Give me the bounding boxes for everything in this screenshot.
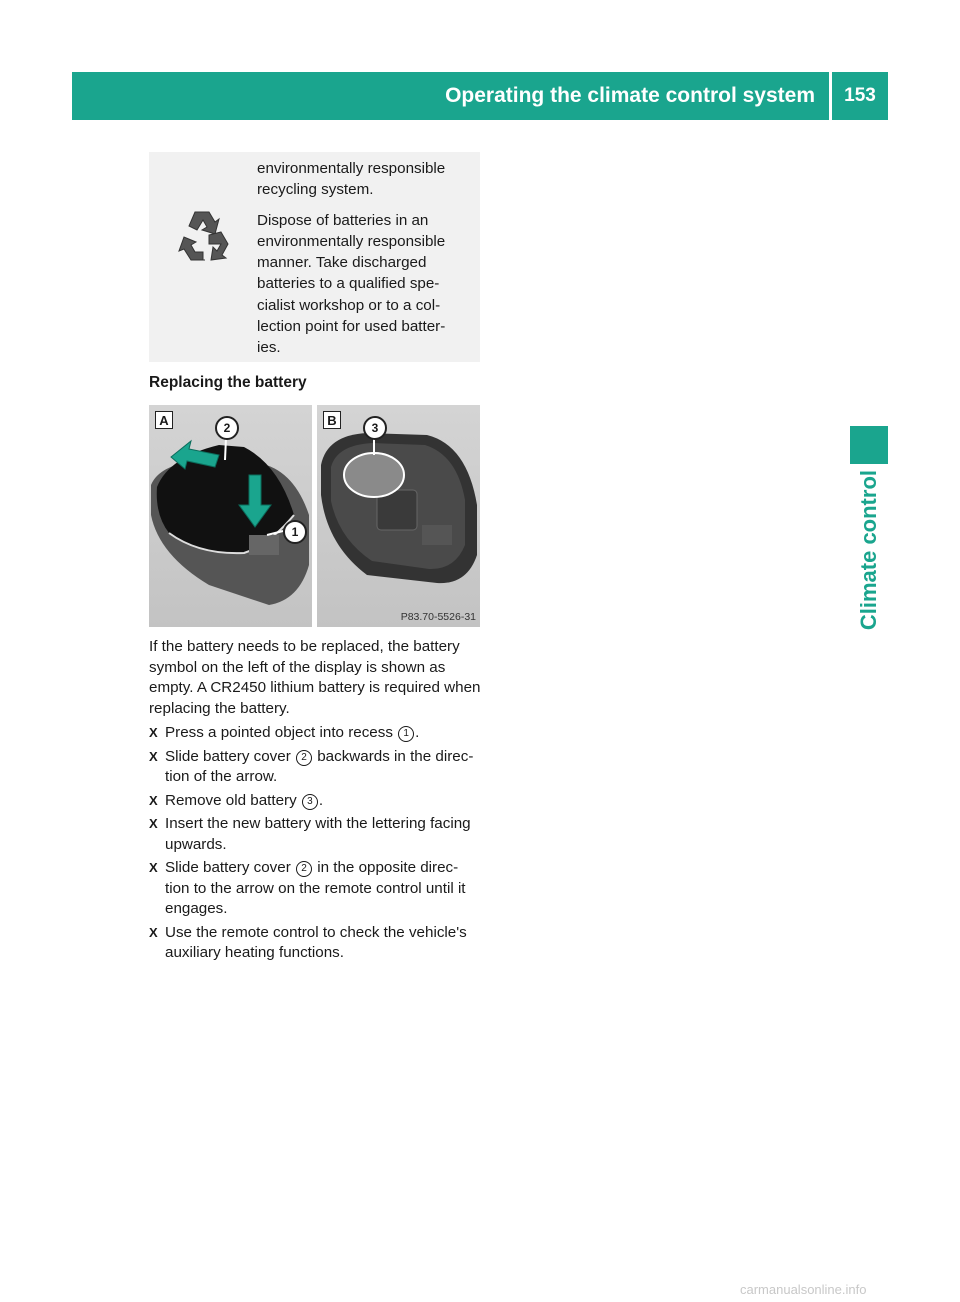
recycling-icon [171,204,233,266]
recycling-text [257,158,472,368]
bullet-icon: X [149,924,158,940]
bullet-icon: X [149,792,158,808]
callout-3: 3 [302,794,318,810]
side-tab-marker [850,426,888,464]
page-header [72,72,888,120]
callout-2: 2 [296,861,312,877]
section-heading: Replacing the battery [149,374,307,391]
chapter-title: Operating the climate control system [445,84,815,107]
list-item: X Insert the new battery with the lettering facing upwards. [149,815,471,853]
bullet-icon: X [149,860,158,875]
battery-replacement-figure [149,405,480,627]
figure-panel-b [317,405,480,627]
figure-code: P83.70-5526-31 [400,611,476,623]
list-item: X Use the remote control to check the vehicle's auxiliary heating functions. [149,923,467,961]
callout-1: 1 [398,726,414,742]
page-number: 153 [844,85,876,106]
remote-open-illustration [317,405,480,627]
figure-panel-a [149,405,312,627]
list-item: X Press a pointed object into recess 1 . [149,723,483,744]
panel-b-label: B [323,411,341,429]
list-item: X Remove old battery 3 . [149,791,483,812]
bullet-icon: X [149,816,158,831]
watermark: carmanualsonline.info [740,1282,867,1297]
list-item: X Slide battery cover 2 backwards in the direc- tion of the arrow. [149,747,474,785]
side-tab-label: Climate control [856,470,881,631]
bullet-icon: X [149,748,158,764]
recycling-note-box [149,152,480,362]
callout-2: 2 [296,750,312,766]
callout-2-figure: 2 [215,416,239,440]
list-item: X Slide battery cover 2 in the opposite direc- tion to the arrow on the remote control until it engages. [149,859,466,917]
callout-3-figure: 3 [363,416,387,440]
intro-paragraph: If the battery needs to be replaced, the battery symbol on the left of the display is shown as empty. A CR2450 lithium battery is required when replacing the battery. [149,638,481,717]
callout-1-figure: 1 [283,520,307,544]
recycling-paragraph-2: Dispose of batteries in an environmentally responsible manner. Take discharged batteries to a qualified spe- cialist workshop or to a col- lection point for used batter- ies. [257,211,446,357]
step-list [149,723,483,964]
bullet-icon: X [149,725,158,740]
instructions [149,637,483,967]
panel-a-label: A [155,411,173,429]
recycling-paragraph-1: environmentally responsible recycling system. [257,160,446,199]
